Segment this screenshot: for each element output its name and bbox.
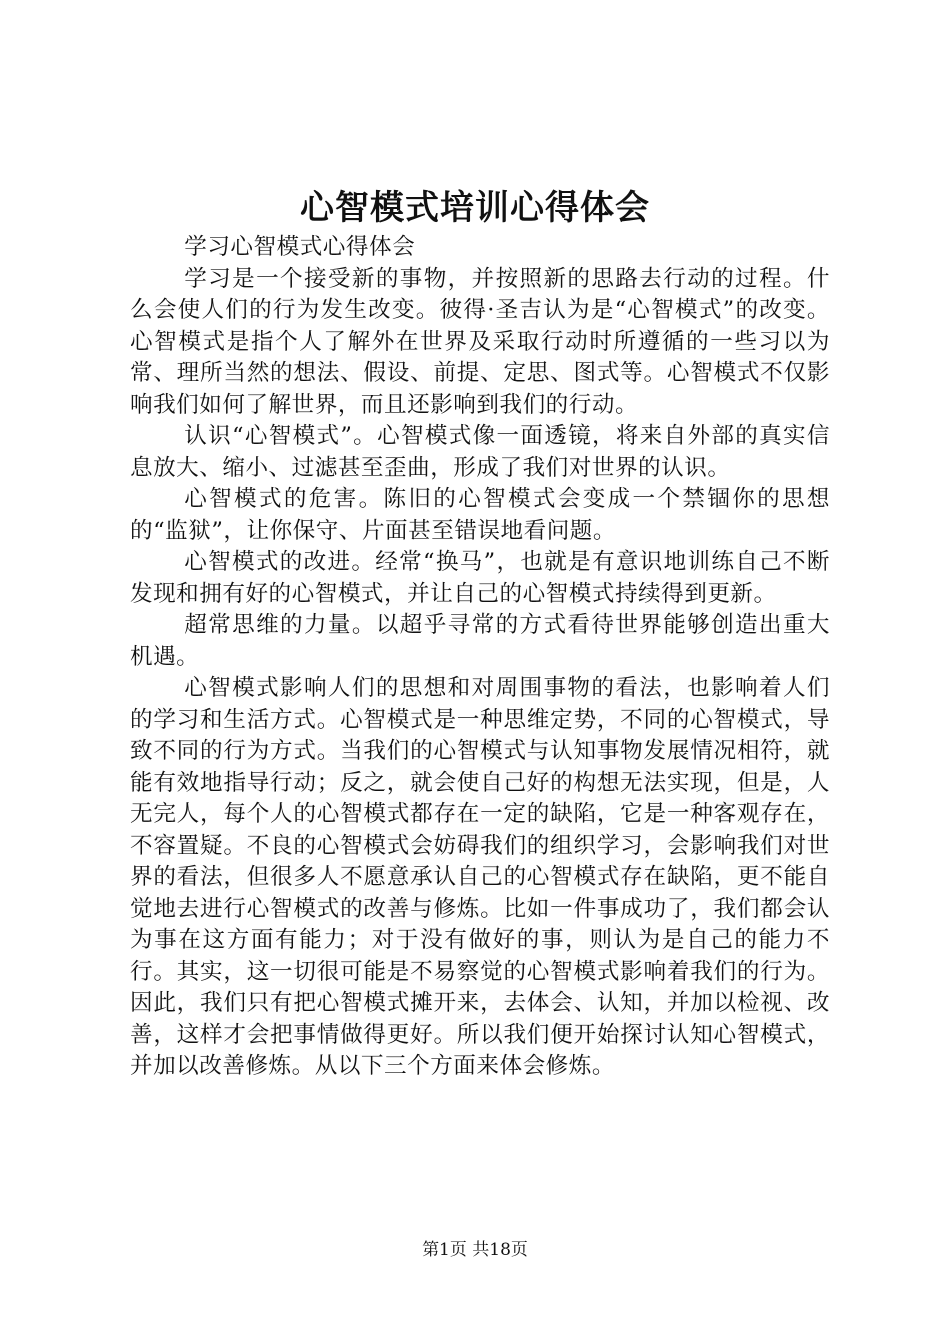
paragraph-subtitle: 学习心智模式心得体会 <box>184 234 416 260</box>
document-body <box>130 232 830 1083</box>
paragraph-recognize: 认识“心智模式”。心智模式像一面透镜，将来自外部的真实信息放大、缩小、过滤甚至歪曲，形成了我们对世界的认识。 <box>130 423 830 481</box>
paragraph-harm: 心智模式的危害。陈旧的心智模式会变成一个禁锢你的思想的“监狱”，让你保守、片面甚至错误地看问题。 <box>130 486 830 544</box>
paragraph-learning: 学习是一个接受新的事物，并按照新的思路去行动的过程。什么会使人们的行为发生改变。彼得·圣吉认为是“心智模式”的改变。心智模式是指个人了解外在世界及采取行动时所遵循的一些习以为常、理所当然的想法、假设、前提、定思、图式等。心智模式不仅影响我们如何了解世界，而且还影响到我们的行动。 <box>130 265 830 418</box>
paragraph-thinking-power: 超常思维的力量。以超乎寻常的方式看待世界能够创造出重大机遇。 <box>130 612 830 670</box>
document-title: 心智模式培训心得体会 <box>300 188 650 228</box>
page-number: 第1页 共18页 <box>422 1240 528 1260</box>
paragraph-improve: 心智模式的改进。经常“换马”，也就是有意识地训练自己不断发现和拥有好的心智模式，并让自己的心智模式持续得到更新。 <box>130 549 830 607</box>
paragraph-influence: 心智模式影响人们的思想和对周围事物的看法，也影响着人们的学习和生活方式。心智模式是一种思维定势，不同的心智模式，导致不同的行为方式。当我们的心智模式与认知事物发展情况相符，就能有效地指导行动；反之，就会使自己好的构想无法实现，但是，人无完人，每个人的心智模式都存在一定的缺陷，它是一种客观存在，不容置疑。不良的心智模式会妨碍我们的组织学习，会影响我们对世界的看法，但很多人不愿意承认自己的心智模式存在缺陷，更不能自觉地去进行心智模式的改善与修炼。比如一件事成功了，我们都会认为事在这方面有能力；对于没有做好的事，则认为是自己的能力不行。其实，这一切很可能是不易察觉的心智模式影响着我们的行为。因此，我们只有把心智模式摊开来，去体会、认知，并加以检视、改善，这样才会把事情做得更好。所以我们便开始探讨认知心智模式，并加以改善修炼。从以下三个方面来体会修炼。 <box>130 675 830 1079</box>
